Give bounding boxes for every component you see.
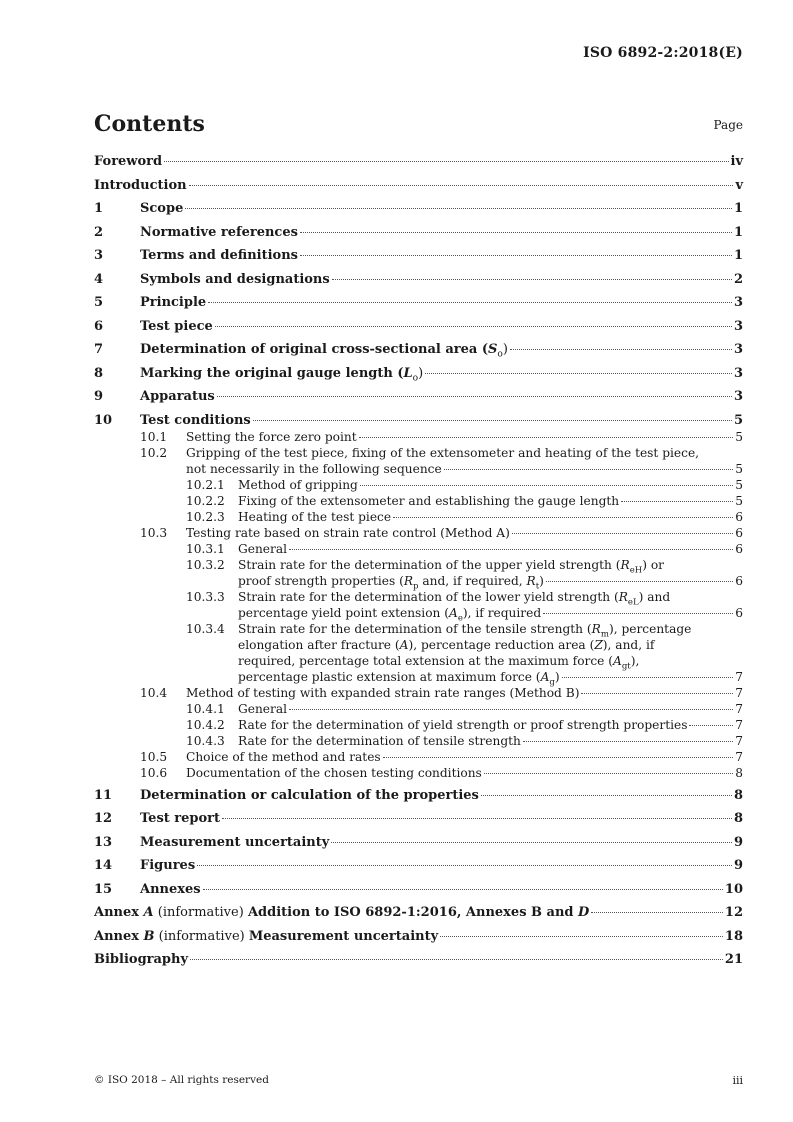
toc-entry-10-3-2[interactable]: proof strength properties ($R_p$ and, if required, $R_t$) 6 [238, 573, 743, 591]
toc-entry-9[interactable]: 9 Apparatus 3 [94, 389, 743, 404]
toc-entry-6[interactable]: 6 Test piece 3 [94, 318, 743, 334]
toc-entry-10-4-3[interactable]: 10.4.3 Rate for the determination of tensile strength 7 [186, 733, 743, 748]
toc-entry-10-3-3[interactable]: percentage yield point extension $(A_e)$, if required 6 [238, 605, 743, 623]
toc-entry-annex-a[interactable]: Annex A (informative) Addition to ISO 6892-1:2016, Annexes B and D 12 [94, 905, 743, 920]
toc-entry-10-2[interactable]: not necessarily in the following sequence 5 [186, 461, 743, 476]
toc-entry-10-4-1[interactable]: 10.4.1 General 7 [186, 701, 743, 716]
toc-entry-10-5[interactable]: 10.5 Choice of the method and rates 7 [140, 749, 743, 764]
toc-entry-12[interactable]: 12 Test report 8 [94, 811, 743, 826]
toc-entry-2[interactable]: 2 Normative references 1 [94, 224, 743, 240]
toc-entry-3[interactable]: 3 Terms and definitions 1 [94, 248, 743, 263]
toc-entry-10-3-4-line2[interactable]: elongation after fracture (A), percentage reduction area (Z), and, if [238, 637, 655, 652]
toc-entry-8[interactable]: 8 Marking the original gauge length $(L_o)$ 3 [94, 365, 743, 384]
page-column-label: Page [713, 118, 743, 132]
toc-entry-10-4[interactable]: 10.4 Method of testing with expanded strain rate ranges (Method B) 7 [140, 685, 743, 700]
toc-entry-bibliography[interactable]: Bibliography 21 [94, 952, 743, 967]
toc-entry-15[interactable]: 15 Annexes 10 [94, 881, 743, 897]
toc-entry-10[interactable]: 10 Test conditions 5 [94, 412, 743, 428]
toc-entry-10-2-3[interactable]: 10.2.3 Heating of the test piece 6 [186, 509, 743, 524]
toc-entry-5[interactable]: 5 Principle 3 [94, 295, 743, 310]
toc-entry-10-2-2[interactable]: 10.2.2 Fixing of the extensometer and establishing the gauge length 5 [186, 493, 743, 508]
toc-entry-7[interactable]: 7 Determination of original cross-sectional area $(S_o)$ 3 [94, 342, 743, 360]
toc-entry-10-3-2-line1[interactable]: 10.3.2 Strain rate for the determination of the upper yield strength $(R_{eH})$ or [186, 557, 664, 575]
toc-entry-11[interactable]: 11 Determination or calculation of the properties 8 [94, 787, 743, 803]
page-title: Contents [94, 111, 205, 137]
toc-entry-10-6[interactable]: 10.6 Documentation of the chosen testing conditions 8 [140, 765, 743, 780]
toc-entry-13[interactable]: 13 Measurement uncertainty 9 [94, 834, 743, 850]
toc-entry-4[interactable]: 4 Symbols and designations 2 [94, 271, 743, 287]
toc-entry-10-3-1[interactable]: 10.3.1 General 6 [186, 541, 743, 556]
footer-copyright: © ISO 2018 – All rights reserved [94, 1074, 269, 1086]
footer-page-number: iii [732, 1074, 743, 1087]
toc-entry-10-3-4-line1[interactable]: 10.3.4 Strain rate for the determination of the tensile strength $(R_m)$, percentage [186, 621, 692, 639]
toc-entry-10-4-2[interactable]: 10.4.2 Rate for the determination of yield strength or proof strength properties 7 [186, 717, 743, 732]
toc-entry-10-3-4-line3[interactable]: required, percentage total extension at the maximum force $(A_{gt})$, [238, 653, 640, 671]
toc-entry-10-3-3-line1[interactable]: 10.3.3 Strain rate for the determination of the lower yield strength $(R_{eL})$ and [186, 589, 671, 607]
toc-entry-introduction[interactable]: Introduction v [94, 177, 743, 193]
toc-entry-10-2-1[interactable]: 10.2.1 Method of gripping 5 [186, 477, 743, 492]
toc-entry-14[interactable]: 14 Figures 9 [94, 858, 743, 873]
toc-entry-foreword[interactable]: Foreword iv [94, 154, 743, 169]
toc-entry-10-2-line1[interactable]: 10.2 Gripping of the test piece, fixing of the extensometer and heating of the test piece, [140, 445, 700, 460]
toc-entry-10-3[interactable]: 10.3 Testing rate based on strain rate control (Method A) 6 [140, 525, 743, 540]
document-id: ISO 6892-2:2018(E) [583, 45, 743, 61]
table-of-contents [94, 154, 743, 976]
toc-entry-annex-b[interactable]: Annex B (informative) Measurement uncertainty 18 [94, 928, 743, 944]
toc-entry-10-1[interactable]: 10.1 Setting the force zero point 5 [140, 429, 743, 444]
toc-entry-10-3-4[interactable]: percentage plastic extension at maximum force $(A_g)$ 7 [238, 669, 743, 687]
toc-entry-1[interactable]: 1 Scope 1 [94, 201, 743, 216]
